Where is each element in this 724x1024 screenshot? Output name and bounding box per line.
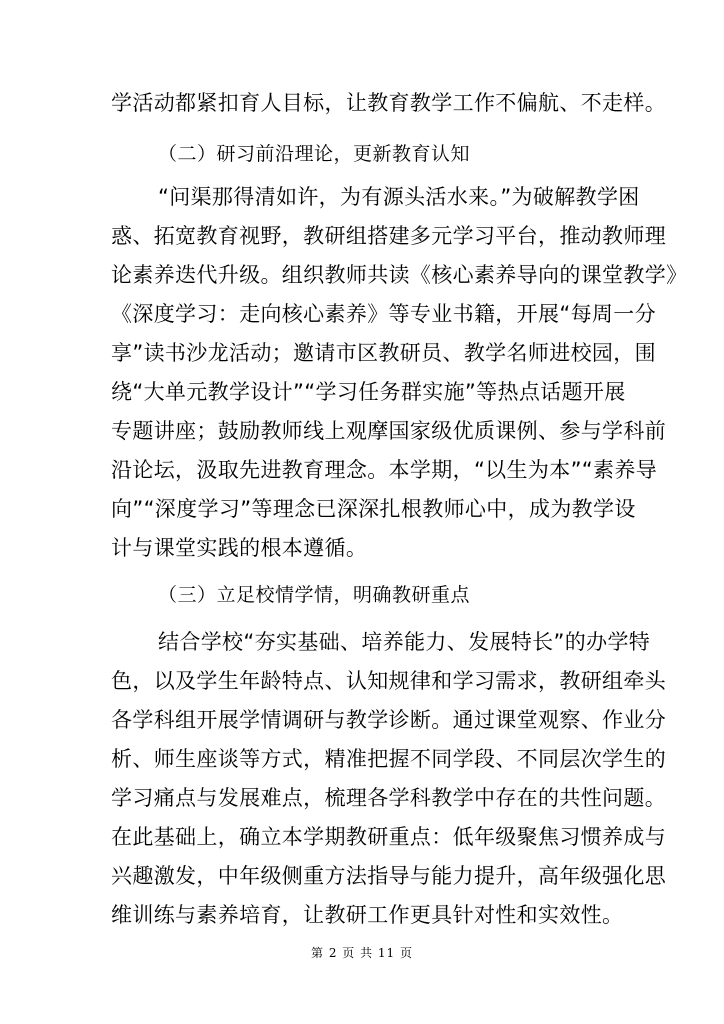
paragraph-line: 学活动都紧扣育人目标，让教育教学工作不偏航、不走样。 xyxy=(111,91,667,115)
page-number-footer: 第 2 页 共 11 页 xyxy=(311,946,413,960)
paragraph-line: 维训练与素养培育，让教研工作更具针对性和实效性。 xyxy=(111,903,624,927)
section-heading-2: （二）研习前沿理论，更新教育认知 xyxy=(158,143,471,165)
paragraph-line: “问渠那得清如许，为有源头活水来。”为破解教学困 xyxy=(158,185,640,209)
paragraph-line: 兴趣激发，中年级侧重方法指导与能力提升，高年级强化思 xyxy=(111,864,667,888)
paragraph-line: 《深度学习：走向核心素养》等专业书籍，开展“每周一分 xyxy=(111,302,656,326)
paragraph-line: 学习痛点与发展难点，梳理各学科教学中存在的共性问题。 xyxy=(111,786,667,810)
paragraph-line: 结合学校“夯实基础、培养能力、发展特长”的办学特 xyxy=(158,630,651,654)
paragraph-line: 享”读书沙龙活动；邀请市区教研员、教学名师进校园，围 xyxy=(111,341,656,365)
paragraph-line: 沿论坛，汲取先进教育理念。本学期，“以生为本”“素养导 xyxy=(111,458,658,482)
paragraph-line: 计与课堂实践的根本遵循。 xyxy=(111,536,368,560)
paragraph-line: 绕“大单元教学设计”“学习任务群实施”等热点话题开展 xyxy=(111,380,626,404)
paragraph-line: 各学科组开展学情调研与教学诊断。通过课堂观察、作业分 xyxy=(111,708,667,732)
paragraph-line: 色，以及学生年龄特点、认知规律和学习需求，教研组牵头 xyxy=(111,669,667,693)
paragraph-line: 惑、拓宽教育视野，教研组搭建多元学习平台，推动教师理 xyxy=(111,224,667,248)
paragraph-line: 论素养迭代升级。组织教师共读《核心素养导向的课堂教学》 xyxy=(111,263,688,287)
paragraph-line: 在此基础上，确立本学期教研重点：低年级聚焦习惯养成与 xyxy=(111,825,667,849)
paragraph-line: 向”“深度学习”等理念已深深扎根教师心中，成为教学设 xyxy=(111,497,636,521)
paragraph-line: 析、师生座谈等方式，精准把握不同学段、不同层次学生的 xyxy=(111,747,667,771)
section-heading-3: （三）立足校情学情，明确教研重点 xyxy=(158,584,471,606)
paragraph-line: 专题讲座；鼓励教师线上观摩国家级优质课例、参与学科前 xyxy=(111,419,667,443)
